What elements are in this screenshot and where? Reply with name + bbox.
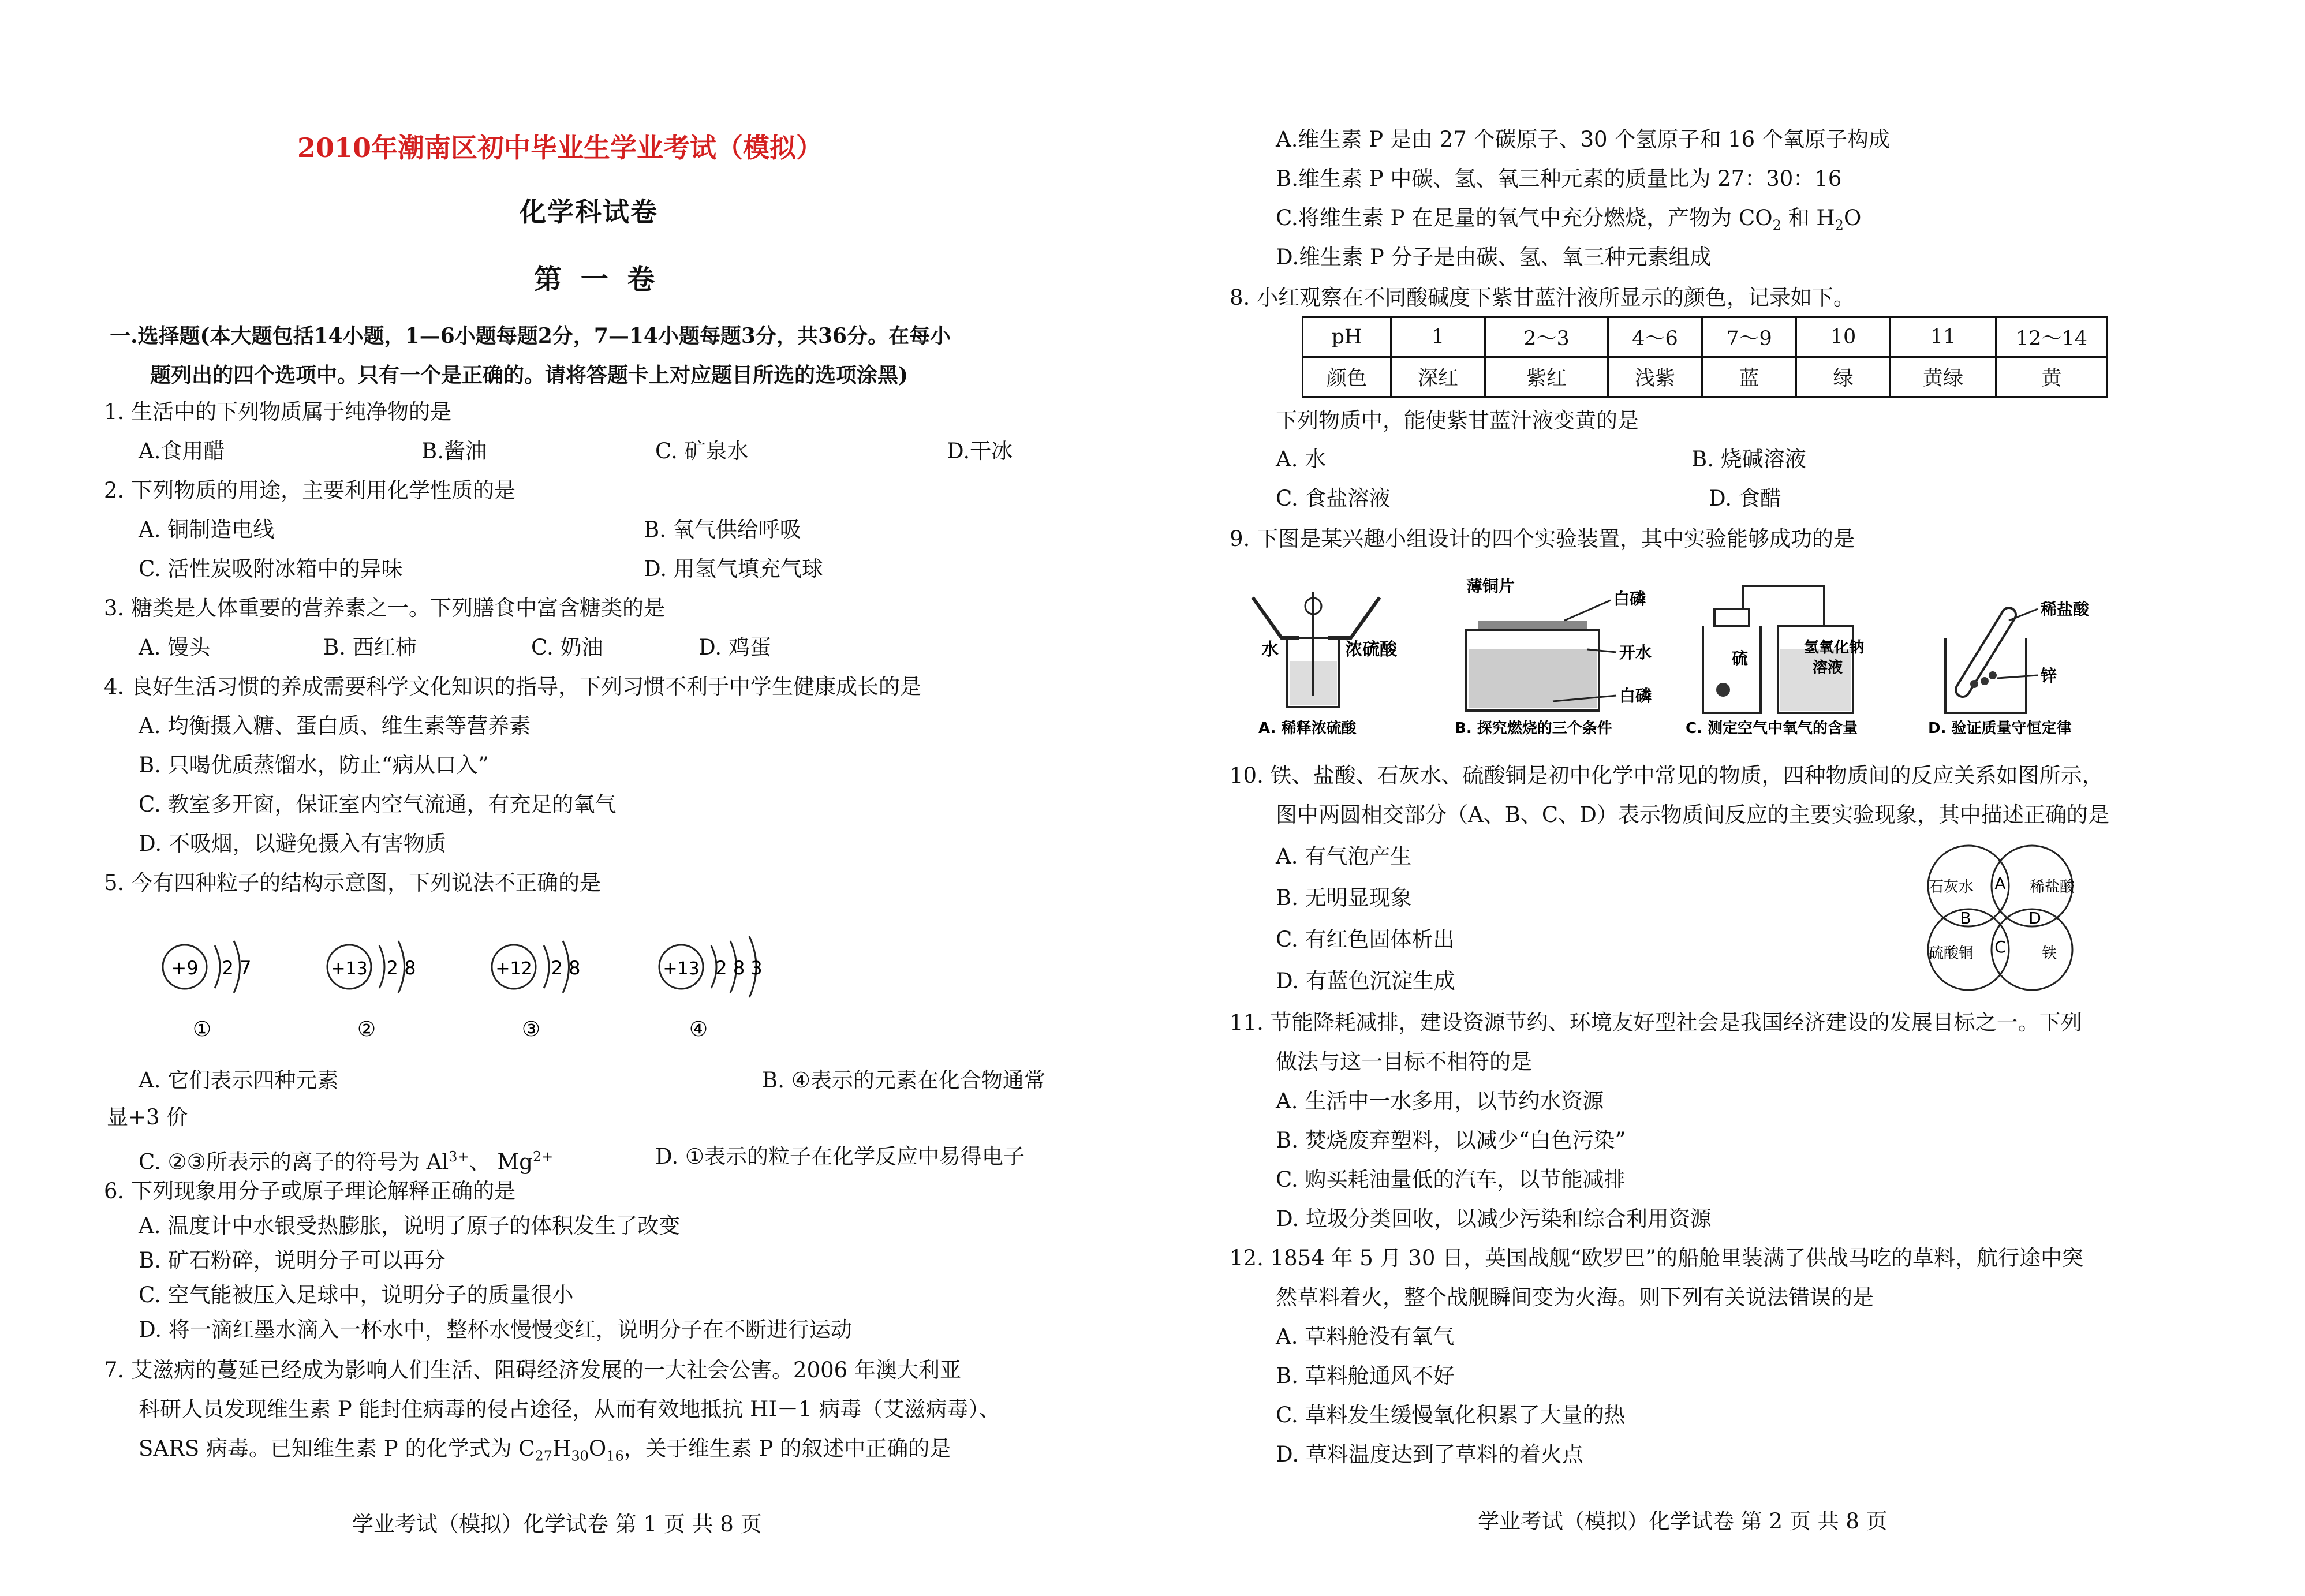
svg-text:铁: 铁 bbox=[2041, 945, 2057, 962]
svg-text:④: ④ bbox=[689, 1018, 708, 1041]
instructions-line-2: 题列出的四个选项中。只有一个是正确的。请将答题卡上对应题目所选的选项涂黑) bbox=[150, 363, 909, 387]
question-12-option-a: A. 草料舱没有氧气 bbox=[1276, 1324, 1455, 1349]
atom-diagram-1 bbox=[163, 941, 251, 1041]
svg-text:③: ③ bbox=[521, 1018, 541, 1041]
question-8-stem: 8. 小红观察在不同酸碱度下紫甘蓝汁液所显示的颜色，记录如下。 bbox=[1230, 285, 1855, 310]
color-value-cell: 绿 bbox=[1796, 357, 1891, 397]
question-10-line-1: 10. 铁、盐酸、石灰水、硫酸铜是初中化学中常见的物质，四种物质间的反应关系如图所示， bbox=[1230, 763, 2104, 788]
question-11-option-c: C. 购买耗油量低的汽车，以节能减排 bbox=[1276, 1167, 1626, 1192]
svg-text:白磷: 白磷 bbox=[1619, 686, 1652, 705]
question-10-option-b: B. 无明显现象 bbox=[1276, 885, 1412, 910]
question-1-option-d: D.干冰 bbox=[947, 439, 1013, 464]
ph-value-cell: 4～6 bbox=[1608, 317, 1702, 357]
question-8-option-a: A. 水 bbox=[1276, 447, 1327, 472]
question-1-option-a: A.食用醋 bbox=[139, 439, 225, 464]
svg-text:C. 测定空气中氧气的含量: C. 测定空气中氧气的含量 bbox=[1686, 720, 1858, 737]
svg-text:开水: 开水 bbox=[1619, 643, 1652, 662]
svg-text:硫: 硫 bbox=[1732, 649, 1749, 668]
apparatus-b bbox=[1455, 577, 1652, 737]
svg-text:②: ② bbox=[357, 1018, 376, 1041]
question-2-option-a: A. 铜制造电线 bbox=[139, 517, 275, 542]
atom-diagram-2 bbox=[327, 941, 416, 1041]
question-7-option-b: B.维生素 P 中碳、氢、氧三种元素的质量比为 27：30：16 bbox=[1276, 166, 1842, 191]
question-3-option-b: B. 西红柿 bbox=[323, 635, 417, 660]
question-11-line-1: 11. 节能降耗减排，建设资源节约、环境友好型社会是我国经济建设的发展目标之一。下列 bbox=[1230, 1010, 2082, 1035]
question-7-line-3: SARS 病毒。已知维生素 P 的化学式为 $C_{27}H_{30}O_{16}$，关于维生素 P 的叙述中正确的是 bbox=[139, 1436, 951, 1464]
svg-text:薄铜片: 薄铜片 bbox=[1466, 577, 1515, 596]
experiment-apparatus-figure bbox=[1247, 574, 2182, 742]
question-9-stem: 9. 下图是某兴趣小组设计的四个实验装置，其中实验能够成功的是 bbox=[1230, 526, 1855, 551]
ph-row bbox=[1303, 317, 2108, 357]
atom-diagram-3 bbox=[492, 941, 580, 1041]
page-2-footer: 学业考试（模拟）化学试卷 第 2 页 共 8 页 bbox=[1478, 1509, 1888, 1534]
question-7-option-d: D.维生素 P 分子是由碳、氢、氧三种元素组成 bbox=[1276, 245, 1712, 270]
svg-text:A: A bbox=[1994, 874, 2006, 893]
question-7-line-2: 科研人员发现维生素 P 能封住病毒的侵占途径，从而有效地抵抗 HI－1 病毒（艾滋病毒）、 bbox=[139, 1397, 1000, 1422]
question-7-line-1: 7. 艾滋病的蔓延已经成为影响人们生活、阻碍经济发展的一大社会公害。2006 年澳大利亚 bbox=[104, 1358, 961, 1382]
svg-text:+13: +13 bbox=[331, 959, 368, 979]
exam-subtitle: 化学科试卷 bbox=[520, 196, 658, 227]
ph-value-cell: 7～9 bbox=[1702, 317, 1796, 357]
svg-text:2 8 3: 2 8 3 bbox=[715, 957, 763, 979]
svg-text:2 8: 2 8 bbox=[551, 957, 581, 979]
svg-text:硫酸铜: 硫酸铜 bbox=[1928, 945, 1974, 962]
ph-value-cell: 2～3 bbox=[1485, 317, 1608, 357]
svg-text:2 8: 2 8 bbox=[386, 957, 416, 979]
atomic-structure-diagrams bbox=[150, 918, 901, 1056]
svg-text:+13: +13 bbox=[663, 959, 700, 979]
question-2-stem: 2. 下列物质的用途，主要利用化学性质的是 bbox=[104, 478, 516, 503]
ph-color-table bbox=[1302, 316, 2108, 398]
svg-text:锌: 锌 bbox=[2041, 666, 2057, 685]
question-12-line-1: 12. 1854 年 5 月 30 日，英国战舰“欧罗巴”的船舱里装满了供战马吃的草料，航行途中突 bbox=[1230, 1246, 2084, 1270]
apparatus-d bbox=[1928, 600, 2090, 737]
question-8-option-b: B. 烧碱溶液 bbox=[1691, 447, 1806, 472]
question-10-option-c: C. 有红色固体析出 bbox=[1276, 927, 1455, 952]
question-3-option-c: C. 奶油 bbox=[531, 635, 603, 660]
question-5-option-d: D. ①表示的粒子在化学反应中易得电子 bbox=[655, 1144, 1025, 1169]
color-value-cell: 紫红 bbox=[1485, 357, 1608, 397]
apparatus-a bbox=[1253, 592, 1398, 737]
question-2-option-c: C. 活性炭吸附冰箱中的异味 bbox=[139, 556, 403, 581]
instructions-line-1: 一.选择题(本大题包括14小题，1—6小题每题2分，7—14小题每题3分，共36分。在每小 bbox=[110, 324, 951, 348]
svg-text:2 7: 2 7 bbox=[222, 957, 252, 979]
svg-text:浓硫酸: 浓硫酸 bbox=[1345, 640, 1397, 660]
question-5-option-c: C. ②③所表示的离子的符号为 $Al^{3+}$、 $Mg^{2+}$ bbox=[139, 1149, 554, 1175]
question-6-option-d: D. 将一滴红墨水滴入一杯水中，整杯水慢慢变红，说明分子在不断进行运动 bbox=[139, 1317, 852, 1342]
ph-value-cell: 1 bbox=[1391, 317, 1485, 357]
question-8-option-c: C. 食盐溶液 bbox=[1276, 486, 1391, 511]
question-1-option-c: C. 矿泉水 bbox=[655, 439, 749, 464]
question-8-question: 下列物质中，能使紫甘蓝汁液变黄的是 bbox=[1276, 408, 1639, 433]
question-12-option-c: C. 草料发生缓慢氧化积累了大量的热 bbox=[1276, 1403, 1626, 1427]
svg-text:+9: +9 bbox=[171, 957, 199, 979]
question-11-option-a: A. 生活中一水多用，以节约水资源 bbox=[1276, 1089, 1604, 1113]
question-1-option-b: B.酱油 bbox=[421, 439, 487, 464]
venn-diagram bbox=[1911, 837, 2095, 999]
question-11-line-2: 做法与这一目标不相符的是 bbox=[1276, 1049, 1532, 1074]
page-1-footer: 学业考试（模拟）化学试卷 第 1 页 共 8 页 bbox=[352, 1512, 762, 1537]
question-2-option-b: B. 氧气供给呼吸 bbox=[644, 517, 801, 542]
svg-text:水: 水 bbox=[1261, 640, 1279, 660]
question-5-option-b: B. ④表示的元素在化合物通常 bbox=[762, 1068, 1045, 1093]
atom-diagram-4 bbox=[659, 936, 763, 1041]
question-1-stem: 1. 生活中的下列物质属于纯净物的是 bbox=[104, 399, 452, 424]
color-row bbox=[1303, 357, 2108, 397]
question-7-option-c: C.将维生素 P 在足量的氧气中充分燃烧，产物为 $CO_2$ 和 $H_2O$ bbox=[1276, 205, 1862, 234]
svg-text:+12: +12 bbox=[495, 959, 532, 979]
question-8-option-d: D. 食醋 bbox=[1709, 486, 1781, 511]
question-11-option-b: B. 焚烧废弃塑料，以减少“白色污染” bbox=[1276, 1128, 1626, 1153]
question-7-option-a: A.维生素 P 是由 27 个碳原子、30 个氢原子和 16 个氧原子构成 bbox=[1276, 127, 1890, 152]
svg-text:D. 验证质量守恒定律: D. 验证质量守恒定律 bbox=[1928, 720, 2072, 737]
svg-text:石灰水: 石灰水 bbox=[1928, 879, 1974, 896]
color-value-cell: 深红 bbox=[1391, 357, 1485, 397]
apparatus-c bbox=[1686, 586, 1864, 737]
color-value-cell: 浅紫 bbox=[1608, 357, 1702, 397]
section-title: 第 一 卷 bbox=[534, 263, 660, 296]
svg-text:C: C bbox=[1994, 937, 2006, 956]
svg-text:①: ① bbox=[192, 1018, 212, 1041]
question-4-option-a: A. 均衡摄入糖、蛋白质、维生素等营养素 bbox=[139, 713, 531, 738]
ph-value-cell: 10 bbox=[1796, 317, 1891, 357]
question-3-option-a: A. 馒头 bbox=[139, 635, 211, 660]
ph-value-cell: 11 bbox=[1891, 317, 1996, 357]
question-6-stem: 6. 下列现象用分子或原子理论解释正确的是 bbox=[104, 1179, 516, 1203]
color-value-cell: 蓝 bbox=[1702, 357, 1796, 397]
question-6-option-c: C. 空气能被压入足球中，说明分子的质量很小 bbox=[139, 1283, 574, 1307]
color-value-cell: 黄 bbox=[1996, 357, 2108, 397]
question-3-stem: 3. 糖类是人体重要的营养素之一。下列膳食中富含糖类的是 bbox=[104, 596, 666, 621]
svg-text:D: D bbox=[2028, 909, 2041, 928]
question-11-option-d: D. 垃圾分类回收，以减少污染和综合利用资源 bbox=[1276, 1206, 1712, 1231]
question-12-line-2: 然草料着火，整个战舰瞬间变为火海。则下列有关说法错误的是 bbox=[1276, 1285, 1874, 1310]
question-5-option-a: A. 它们表示四种元素 bbox=[139, 1068, 339, 1093]
svg-text:白磷: 白磷 bbox=[1613, 589, 1646, 608]
color-header-cell: 颜色 bbox=[1303, 357, 1391, 397]
question-12-option-b: B. 草料舱通风不好 bbox=[1276, 1363, 1455, 1388]
question-4-option-d: D. 不吸烟，以避免摄入有害物质 bbox=[139, 831, 446, 856]
question-4-stem: 4. 良好生活习惯的养成需要科学文化知识的指导，下列习惯不利于中学生健康成长的是 bbox=[104, 674, 922, 699]
question-4-option-c: C. 教室多开窗，保证室内空气流通，有充足的氧气 bbox=[139, 792, 617, 817]
question-5-option-b-continued: 显+3 价 bbox=[107, 1105, 188, 1130]
svg-text:稀盐酸: 稀盐酸 bbox=[2041, 600, 2090, 619]
question-4-option-b: B. 只喝优质蒸馏水，防止“病从口入” bbox=[139, 753, 489, 778]
question-6-option-a: A. 温度计中水银受热膨胀，说明了原子的体积发生了改变 bbox=[139, 1213, 681, 1238]
question-12-option-d: D. 草料温度达到了草料的着火点 bbox=[1276, 1442, 1583, 1467]
svg-text:溶液: 溶液 bbox=[1813, 659, 1843, 676]
color-value-cell: 黄绿 bbox=[1891, 357, 1996, 397]
question-10-line-2: 图中两圆相交部分（A、B、C、D）表示物质间反应的主要实验现象，其中描述正确的是 bbox=[1276, 802, 2109, 827]
question-6-option-b: B. 矿石粉碎，说明分子可以再分 bbox=[139, 1248, 446, 1273]
question-10-option-a: A. 有气泡产生 bbox=[1276, 844, 1412, 869]
exam-title: 2010年潮南区初中毕业生学业考试（模拟） bbox=[297, 132, 823, 163]
svg-text:氢氧化钠: 氢氧化钠 bbox=[1804, 639, 1865, 656]
ph-value-cell: 12～14 bbox=[1996, 317, 2108, 357]
svg-text:B. 探究燃烧的三个条件: B. 探究燃烧的三个条件 bbox=[1455, 720, 1612, 737]
question-5-stem: 5. 今有四种粒子的结构示意图，下列说法不正确的是 bbox=[104, 870, 602, 895]
question-10-option-d: D. 有蓝色沉淀生成 bbox=[1276, 969, 1455, 993]
svg-text:B: B bbox=[1960, 909, 1971, 928]
question-2-option-d: D. 用氢气填充气球 bbox=[644, 556, 823, 581]
svg-text:A. 稀释浓硫酸: A. 稀释浓硫酸 bbox=[1258, 720, 1357, 737]
ph-header-cell: pH bbox=[1303, 317, 1391, 357]
svg-text:稀盐酸: 稀盐酸 bbox=[2029, 879, 2075, 896]
question-3-option-d: D. 鸡蛋 bbox=[698, 635, 771, 660]
